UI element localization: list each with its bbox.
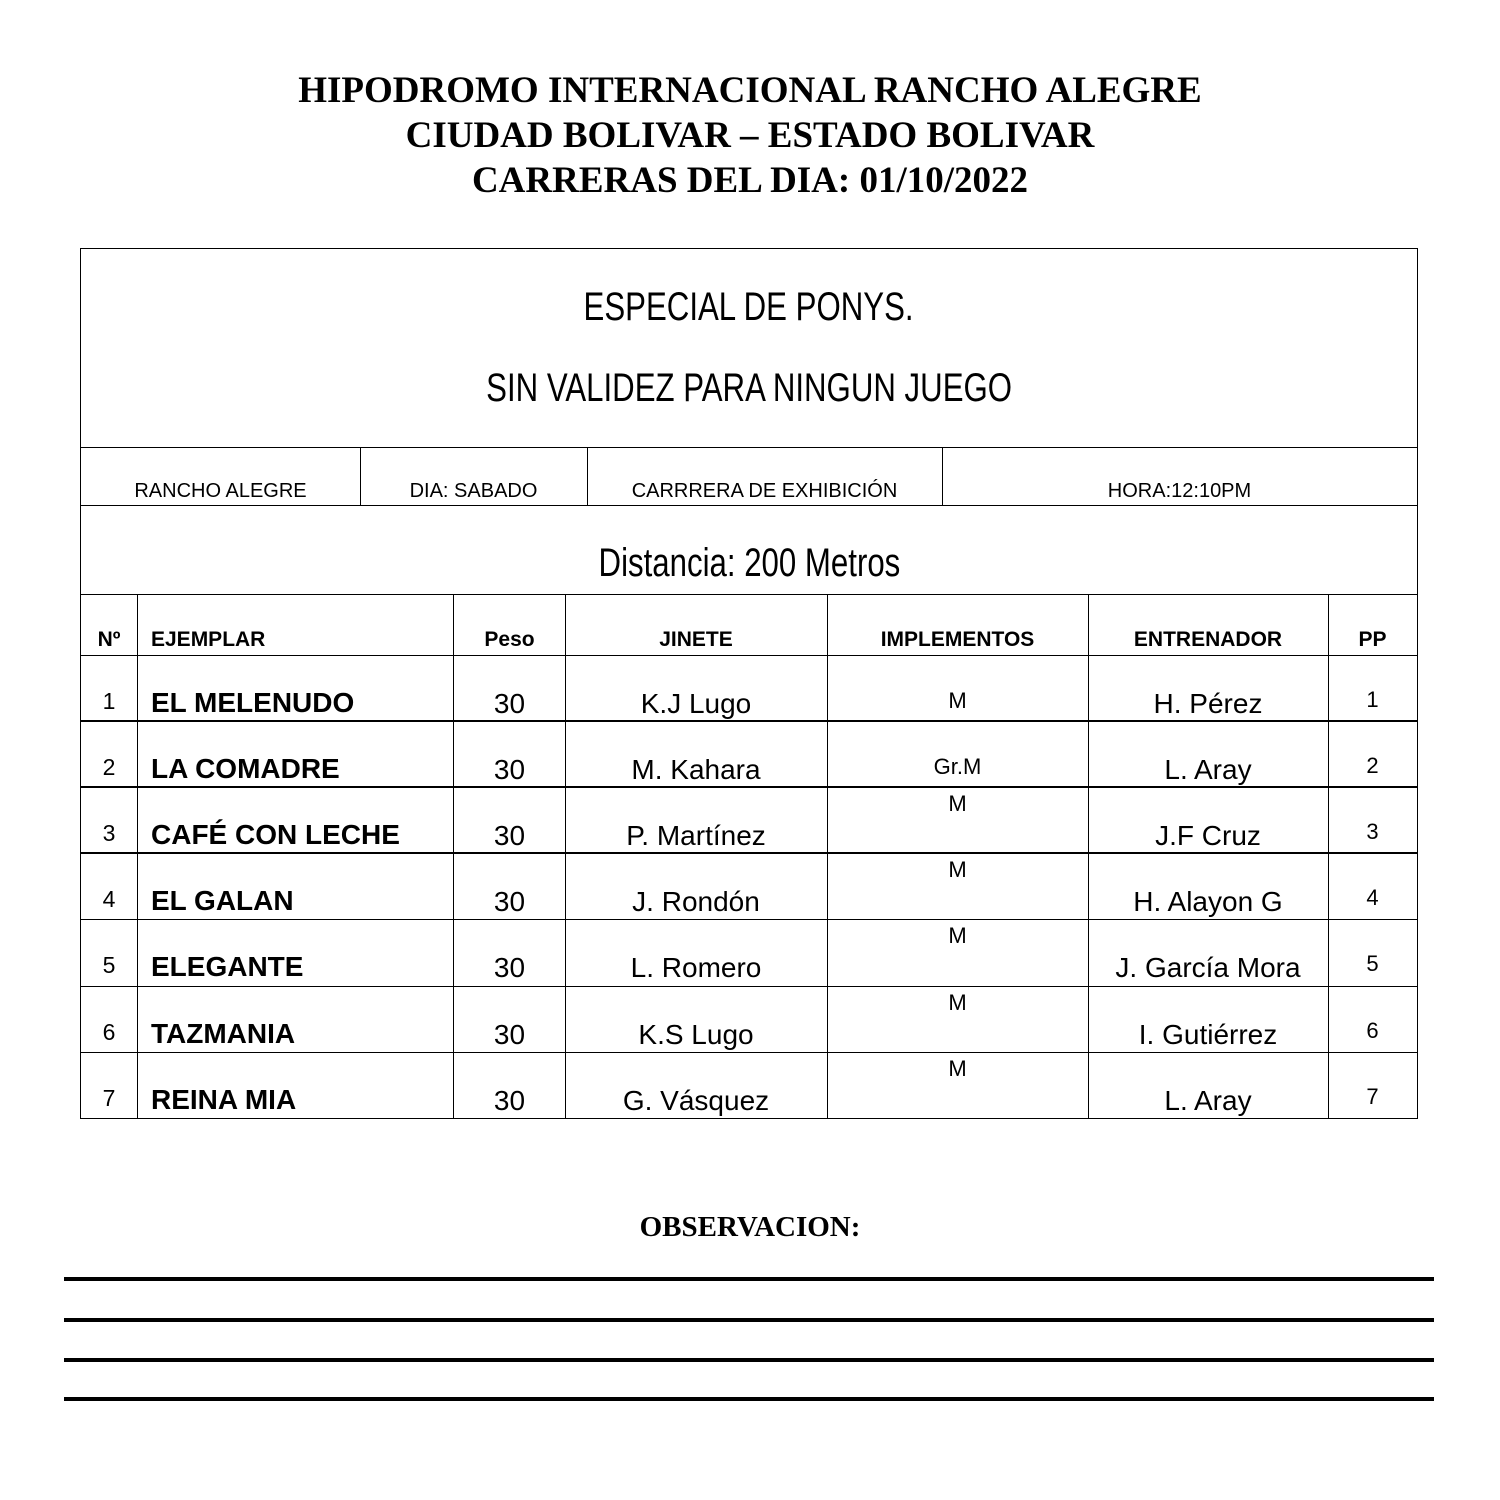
race-distance: Distancia: 200 Metros (598, 541, 900, 585)
row-pp: 1 (1366, 687, 1379, 712)
row-horse-name: TAZMANIA (151, 1018, 296, 1049)
observation-line[interactable] (64, 1318, 1434, 1322)
info-day: DIA: SABADO (409, 480, 538, 502)
row-trainer: J. García Mora (1115, 952, 1301, 983)
row-pp: 6 (1366, 1018, 1379, 1043)
row-weight: 30 (493, 1085, 526, 1116)
row-weight: 30 (493, 688, 526, 719)
row-weight: 30 (493, 952, 526, 983)
row-trainer: J.F Cruz (1155, 820, 1261, 851)
row-jockey: G. Vásquez (622, 1085, 770, 1116)
observation-line[interactable] (64, 1397, 1434, 1401)
row-weight: 30 (493, 820, 526, 851)
observation-line[interactable] (64, 1277, 1434, 1281)
observations-title: OBSERVACION: (639, 1211, 861, 1243)
col-header-weight: Peso (484, 628, 535, 651)
row-horse-name: LA COMADRE (151, 753, 340, 784)
info-venue: RANCHO ALEGRE (134, 480, 307, 502)
row-trainer: I. Gutiérrez (1138, 1019, 1278, 1050)
row-num: 5 (102, 952, 116, 978)
row-equipment: M (948, 791, 967, 816)
header-line-2: CIUDAD BOLIVAR – ESTADO BOLIVAR (405, 115, 1095, 156)
row-weight: 30 (493, 886, 526, 917)
row-trainer: H. Pérez (1153, 688, 1263, 719)
table-row (81, 853, 1417, 919)
col-header-trainer: ENTRENADOR (1133, 628, 1283, 651)
distance-wrapper (81, 539, 1417, 587)
row-jockey: L. Romero (630, 952, 762, 983)
table-row (81, 655, 1417, 721)
divider (81, 505, 1417, 506)
row-num: 7 (102, 1085, 116, 1111)
row-equipment: M (948, 990, 967, 1015)
row-horse-name: EL GALAN (151, 885, 294, 916)
row-pp: 7 (1366, 1084, 1379, 1109)
table-row (81, 1052, 1417, 1118)
race-subtitle-wrapper (81, 364, 1417, 412)
row-pp: 3 (1366, 819, 1379, 844)
row-equipment: M (948, 688, 967, 713)
row-horse-name: EL MELENUDO (151, 687, 355, 718)
row-num: 1 (102, 688, 116, 714)
col-header-jockey: JINETE (659, 628, 733, 651)
row-equipment: M (948, 857, 967, 882)
document-header (0, 68, 1500, 203)
row-num: 2 (102, 754, 116, 780)
race-subtitle: SIN VALIDEZ PARA NINGUN JUEGO (486, 366, 1012, 410)
row-equipment: M (948, 1056, 967, 1081)
row-jockey: K.S Lugo (638, 1019, 754, 1050)
header-line-3: CARRERAS DEL DIA: 01/10/2022 (471, 160, 1029, 201)
info-race-type: CARRRERA DE EXHIBICIÓN (631, 480, 898, 502)
row-pp: 2 (1366, 753, 1379, 778)
table-row (81, 787, 1417, 853)
row-equipment: M (948, 923, 967, 948)
race-card-table (80, 248, 1418, 1119)
info-time: HORA:12:10PM (1107, 480, 1252, 502)
table-row (81, 721, 1417, 787)
row-trainer: L. Aray (1164, 1085, 1252, 1116)
col-header-num: Nº (97, 628, 121, 651)
col-header-name: EJEMPLAR (151, 628, 266, 651)
race-title: ESPECIAL DE PONYS. (583, 285, 915, 329)
col-header-pp: PP (1358, 628, 1387, 651)
row-horse-name: ELEGANTE (151, 951, 304, 982)
row-num: 3 (102, 820, 116, 846)
row-weight: 30 (493, 1019, 526, 1050)
row-pp: 5 (1366, 951, 1379, 976)
row-pp: 4 (1366, 885, 1379, 910)
row-jockey: K.J Lugo (640, 688, 752, 719)
race-title-wrapper (81, 283, 1417, 331)
header-line-1: HIPODROMO INTERNACIONAL RANCHO ALEGRE (298, 70, 1202, 111)
row-num: 4 (102, 886, 116, 912)
row-horse-name: REINA MIA (151, 1084, 297, 1115)
row-jockey: P. Martínez (626, 820, 766, 851)
table-row (81, 919, 1417, 985)
table-row (81, 986, 1417, 1052)
row-weight: 30 (493, 754, 526, 785)
row-num: 6 (102, 1019, 116, 1045)
col-header-equipment: IMPLEMENTOS (880, 628, 1035, 651)
row-equipment: Gr.M (933, 754, 982, 779)
row-jockey: M. Kahara (631, 754, 761, 785)
row-horse-name: CAFÉ CON LECHE (151, 819, 400, 850)
row-trainer: L. Aray (1164, 754, 1252, 785)
row-jockey: J. Rondón (632, 886, 760, 917)
observation-line[interactable] (64, 1358, 1434, 1362)
row-trainer: H. Alayon G (1133, 886, 1283, 917)
